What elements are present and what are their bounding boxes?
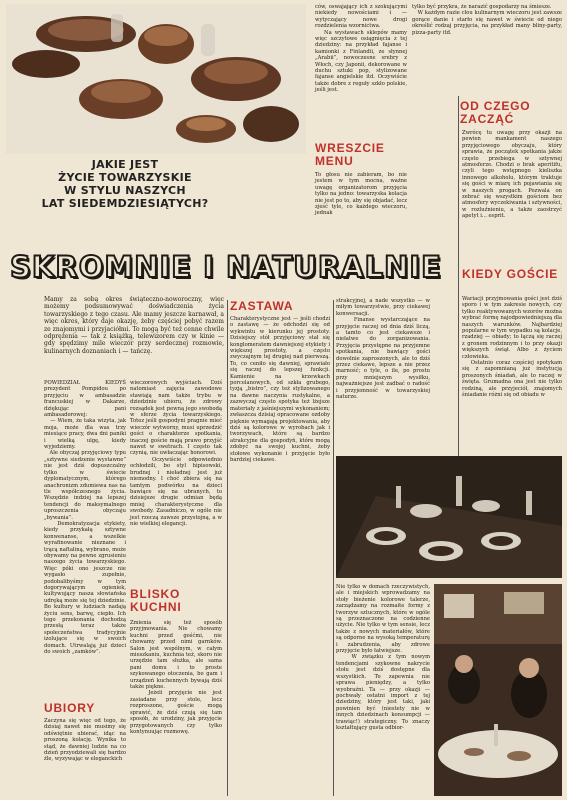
menu-text: To głosu nie zabieram, bo nie jestem w tym mocna, ważne uwagę organizatorom przyjęcia tylko na jedno: towarzyska kolacja nie jest po to, aby się objadać, lecz zjeść tyle, co każdego wieczoru, jednak [315,172,409,217]
top-mid-text: ców, oswajający ich z szokującymi niekiedy nowościami i — wytyczający nowe drogi rozdzielenia wzornictwa. Na wystawach sklepów mamy więc szczytowe osiągnięcia z tej dziedziny: na przykład fajanse i kamionki z Finlandii, ze słynnej „Arabii”, nowoczesne srebry z Włoch, czy Japonii, dekorowane w duchu sztuki pop, stylizowane fajanse angielskie itd. Oczywiście także dobre z reguły szkło polskie, jeśli jest. [315,4,407,94]
col4-text: strakcyjnej, a nade wszystko — w miłym towarzystwie, przy ciekawej konwersacji. Finanse wystarczające na przyjęcie raczej od dnia dziś liczą, a tamto co jest ciekawsze i niełatwe do zorganizowania. Przyjęcia przystępne na przyjemne spotkania, nie bawiący gości dowolnie zaproszonych, ale to dziś przez ciekawe, lepsze a nie przez marność; o tyle, o ile, po prostu przy mniejszym wysiłku, najważniejsze jest zadbać o radość i przyjemność w towarzyskiej naturze. [336,298,430,401]
column-rule [227,300,228,796]
menu-heading: WRESZCIE MENU [315,141,385,168]
col1-text: POWIEDZIAŁ KIEDYŚ prezydent Pompidou po przyjęciu w ambasadzie francuskiej w Dakarze, dziękując pani ambasadorowej: — Wiem, że taka wizyta, jak moja, może dla was trzy miesiące pracy, dwa dni paniki i wielką ulgę, kiedy wyjedziemy. Ale obyczaj przyjęciowy typu „sztywne siedzenie wystawne” nie jest dziś dopuszczalny tylko w świecie dyplomatycznym, którego anachronizm zdumiewa nas na tle współczesnego życia. Wszędzie indziej na lepszej tendencji do maksymalnego uproszczenia obyczaju „bywania”. Demokratyzacja etykiety, kiedy przykałą sztywne konwenanse, a wszelkie wyrafinowanie nieznane i trącą naftaliną, wybrano, może obywamy na pewne zgrusieniu naszego życia towarzyskiego. Więc póki ono jeszcze nie wygasło zupełnie, podobalibyśmy w tym dogorywającym ogieniek, kultywujący nasza słowiańska udręką może się tej dziedzinie. Bo kultury w ludziach nadają życiu sens, barwę, ciepło. Ich tego przekonania dochodzą przesłą teraz także społeczeństwa tradycyjnie izolujące się w swoich domach. Utrwalają już dzieci do swoich „zamków”. [44,380,127,656]
tableware-photo [6,4,306,154]
goscie-text: Wariacji przyjmowania gości jest dziś sporo i w tym zakresie nowych, czy tylko reaktywowanych wzorów można wybrać formę najodpowiedniejszą dla naszych warunków. Najbardziej popularne w tym wypadku są kolacje, rzadziej — obiady; to łączą się raczej z gronem rodzinnym i to przy okazji większych świąt. Albo z życiem człowieka. Ostatnio coraz częściej spotykam się z zapomnianą już instytucją proszonych śniadań, ale to raczej w święta. Grumadna ona jest nie tylko rodziną, ale przyjeciół, znajomych śniadanie różni się od obiadu w [462,296,562,399]
blisko-heading: BLISKO KUCHNI [130,587,182,614]
zaczac-text: Zwrócę tu uwagę przy okazji na pewien mankament naszego przyjęciowego obyczaju, który sprawia, że początek spotkania jakże często przebiega w sztywnej atmosferze. Chodzi o brak aperitifu, czyli tego wstępnego kieliszka innowego alkoholu, którym traktuje się gości w miarę ich pojawiania się w naszych progach. Pozwala on zebrać się wszystkim gościom bez atmosfery wyczekiwania i sztywności, w rozluźnieniu, a także zaostrzyć apetyt i... esprit. [462,130,564,220]
goscie-heading: KIEDY GOŚCIE [462,267,559,281]
zastawa-text: Charakterystyczne jest — jeśli chodzi o zastawę — że odchodzi się od wykwintu w kierunku jej prostoty. Dzisiejszy stół przyjęciowy stał się konglomeratem dawniejszej etykiety i większej prostoty, a często zwyczajnym tej drugiej nad pierwszą. To, co ceniło się dawniej, sprawiało się raczej do lepszej funkcji. Kamienie na krzewkach porcelanowych, od szkła grubego, tyzją „bistro”, czy też stylizowanego na dawne naczynia rustykalne, a zazwyczaj często spotyka też lżejsze materiały z jaśniejszymi wykonaniem; zwłaszcza dzisiaj opracowane ozdoby pięknie wymagają projektowania, aby dziś są kolorowe w wyrobach jak i tworzywach, które są bardzo atrakcyjne dla gospodyń, które mogą zdobyć na swojej kuchni, żeby stołowe wykonanie i przyjęcie było bardziej ciekawe. [230,316,332,463]
column-rule [333,300,334,796]
right-top-text: tylko być przykra, że narazić gospodarzy na śmiesze. W każdym razie cłou kulinarnym wieczoru jest zawsze gorące danie i starło się nawet w świecie od niego określić rodzaj przyjęcia, na przykład many bliny-party, pizza-party itd. [412,4,562,36]
zastawa-heading: ZASTAWA [230,299,294,313]
dinner-party-photo [434,584,562,796]
question-title: JAKIE JEST ŻYCIE TOWARZYSKIE W STYLU NASZYCH LAT SIEDEMDZIESIĄTYCH? [41,158,209,210]
lead-paragraph: Mamy za sobą okres świąteczno-noworoczny, więc możemy podsumowywać doświadczenia życia towarzyskiego z tego czasu. Ale mamy jeszcze karnawał, a więc okres, który daje okazję, żeby częściej pobyć razem ze znajomymi i przyjaciółmi. To mogą być też cenne chwile odprężenia — tak z książką, telewizorem czy w kinie — gdy spędzimy mile wieczór przy serdecznej rozmowie, kulinarnych doznaniach i — tańczę. [44,296,226,355]
zaczac-heading: OD CZEGO ZACZĄĆ [460,99,531,126]
ubiory-text: Zaczyna się więc od tego, że dzisiaj nawet nie musimy się odświętnie ubierać, idąc na proszoną kolację. Wynika to stąd, że dawniej ludzie na co dzień przyodziewali się bardzo źle, wyzywając w eleganckich [44,718,128,763]
blisko-text: Zmienia się też sposób przyjmowania. Nie chowamy kuchni przed gośćmi, nie chowamy przed nimi garnków. Salon jest wspólnym, w całym mieszkaniu, kuchnia też, skoro nie urzędzie tam służka, ale sama pani domu i to proste szykowanego otoczenia, bo gam i urządzeń kuchennych bywają dziś także piękne. Jeżeli przyjęcie nie jest zasiadane przy stole, lecz rozproszone, goście mogą sprawić, że dziś czują się tam sposób, że urodziny, jak przyjęcie przygotowanych czy tylko kontynuując rozmowę. [130,620,222,735]
main-title: SKROMNIE I NATURALNIE [10,250,442,284]
col2-text: wieczorowych wyjściach. Dziś natomiast zajęcia zawodowe stawiają nam także trybu w dziedzinie ubioru, że zdrowy rozsądek jest pewną jego swobodą w sferze życia towarzyskiego. Totez jeśli gospodyni pragnie mieć wieczór wytworny, musi uprzedzić gości o charakterze spotkania, inaczej goście mają prawo przyjść nawet w swetrach. I często tak czynią, nie uwłaczając honorowi. Oczywiście odpowiednio ochłodzili, bo styl hipisowski, brudnej i nieładnej jest już niemodny. I choć zbiera się na tamtym podwórku na dzieci bawiące się na ubranych, to dzisiejsze drugie odmian będą mniej charakterystyczne dla swobody. Zasadniczo, w ogóle nie jest rzeczą zawsze przystojną, a w nie wielkiej elegancji. [130,380,222,527]
column-rule [458,96,459,456]
ubiory-heading: UBIORY [44,701,96,715]
table-setting-photo [336,456,562,578]
col4b-text: Nie tylko w domach rzeczywistych, ale i miejskich wprowadzamy na stoły bieżenie kolorowe talerze, zarządzamy na rozmaite formy z tworzyw sztucznych, które w ogóle są przeznaczone na codzienne użycie. Nie tylko w tym sensie, lecz także z nowych materiałów, które są odporne na wysoką temperaturę i zabrudzenia, aby zdrowe przyjęcie było łatwiejsze. W związku z tym nowym tendencjami szykowne nakrycie stołu jest dziś dostępne dla wszystkich. To zapewnia nie sprawa pieniędzy, a tylko wyobraźni. Ta — przy okazji — pochwały ostatni import z tej dziedziny, który jest taki, jaki powinien być (niestety nie w innych dziedzinach konsumpcji — trawiąc!) strategiczny. To znaczy kształtujący gusta odbior- [336,584,430,731]
